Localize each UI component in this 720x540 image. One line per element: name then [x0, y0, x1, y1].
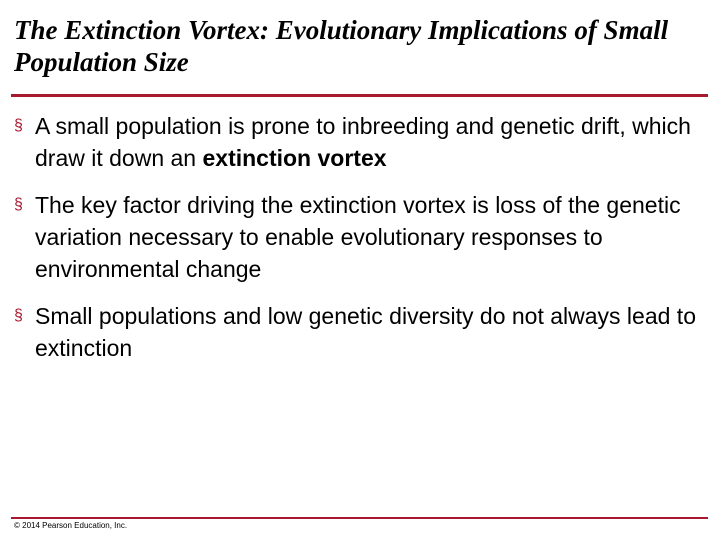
copyright-notice: © 2014 Pearson Education, Inc. — [14, 521, 128, 530]
footer-divider — [11, 517, 708, 519]
bullet-marker-icon: § — [14, 196, 23, 213]
bullet-item — [14, 110, 704, 174]
bullet-text: The key factor driving the extinction vortex is loss of the genetic variation necessary to enable evolutionary responses to environmental change — [35, 192, 681, 282]
bullet-marker-icon: § — [14, 307, 23, 324]
bullet-text: Small populations and low genetic diversity do not always lead to extinction — [35, 303, 696, 361]
bullet-list — [14, 110, 704, 379]
bullet-text: A small population is prone to inbreeding and genetic drift, which draw it down an — [35, 113, 691, 171]
bullet-bold-term: extinction vortex — [202, 145, 387, 171]
bullet-marker-icon: § — [14, 117, 23, 134]
bullet-item — [14, 189, 704, 285]
slide-title: The Extinction Vortex: Evolutionary Implications of Small Population Size — [14, 15, 669, 77]
title-divider — [11, 94, 708, 97]
bullet-item — [14, 300, 704, 364]
